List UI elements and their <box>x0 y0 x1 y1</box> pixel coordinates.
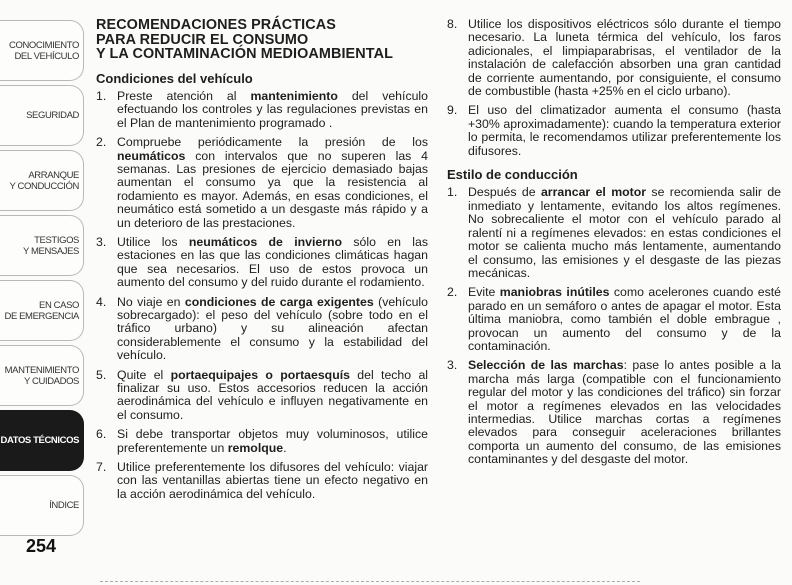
item-number: 6. <box>96 427 107 442</box>
body-text: con intervalos que no superen las 4 semanas. Las presiones de ejercicio demasiado bajas aumentan el consumo ya que la resistencia al rodamiento es mayor. Además, en esas condiciones, el neumático está sometido a un desgaste más rápido y a un deterioro de las prestaciones. <box>117 148 428 230</box>
right-column <box>447 18 781 473</box>
body-text: : pase lo antes posible a la marcha más larga (compatible con el funcionamiento regular del motor y las condiciones del tráfico) sin forzar el motor a regímenes elevados en las velocidades intermedias. Utilice marchas cortas a regímenes elevados para conseguir aceleraciones brillantes comporta un aumento del consumo, de las emisiones contaminantes y del desgaste del motor. <box>468 358 781 467</box>
body-text: Utilice preferentemente los difusores del vehículo: viajar con las ventanillas abiertas tiene un efecto negativo en la acción aerodinámica del vehículo. <box>117 460 428 501</box>
section-heading-vehicle: Condiciones del vehículo <box>96 70 253 86</box>
tab-label: MANTENIMIENTO Y CUIDADOS <box>4 364 79 387</box>
tab-emergencia[interactable] <box>0 280 84 341</box>
item-number: 5. <box>96 367 107 382</box>
list-item <box>96 136 428 230</box>
list-item <box>96 369 428 423</box>
list-item <box>96 236 428 290</box>
body-text: Utilice los <box>117 234 189 249</box>
emphasis-text: arrancar el motor <box>540 185 647 200</box>
driving-tips-list <box>447 186 781 466</box>
tab-label: CONOCIMIENTO DEL VEHÍCULO <box>9 39 79 62</box>
tab-seguridad[interactable] <box>0 85 84 146</box>
body-text: se recomienda salir de inmediato y lentamente, evitando los altos regímenes. No sobrecaliente el motor con el vehículo parado al ralentí ni a regímenes elevados: en estas condiciones el motor se calienta mucho más lentamente, aumentando el consumo, las emisiones y el desgaste de las piezas mecánicas. <box>468 185 782 280</box>
body-text: Preste atención al <box>117 88 251 103</box>
tab-label: SEGURIDAD <box>26 110 79 121</box>
page-number: 254 <box>26 536 57 556</box>
tab-label: TESTIGOS Y MENSAJES <box>22 234 79 257</box>
emphasis-text: maniobras inútiles <box>499 285 610 300</box>
left-column <box>96 18 428 507</box>
item-number: 1. <box>447 185 458 200</box>
emphasis-text: condiciones de carga exigentes <box>184 294 374 309</box>
emphasis-text: neumáticos de invierno <box>188 234 343 249</box>
item-number: 3. <box>447 358 458 373</box>
list-item <box>96 90 428 130</box>
tab-label: EN CASO DE EMERGENCIA <box>4 299 79 322</box>
tab-indice[interactable] <box>0 475 84 536</box>
item-number: 2. <box>447 285 458 300</box>
body-text: El uso del climatizador aumenta el consumo (hasta +30% aproximadamente): cuando la temperatura exterior lo permita, le recomendamos utilizar preferentemente los difusores. <box>468 103 781 158</box>
body-text: del techo al finalizar su uso. Estos accesorios reducen la acción aerodinámica del vehículo e influyen negativamente en el consumo. <box>117 367 429 422</box>
page-edge-line <box>100 581 640 582</box>
list-item <box>96 428 428 455</box>
body-text: sólo en las estaciones en las que las condiciones climáticas hagan que sea necesarios. El uso de estos provoca un aumento del consumo y del ruido durante el rodamiento. <box>117 234 428 290</box>
tab-conocimiento[interactable] <box>0 20 84 81</box>
body-text: Quite el <box>117 367 171 382</box>
emphasis-text: Selección de las marchas <box>468 358 624 373</box>
emphasis-text: remolque <box>227 440 284 455</box>
section-heading-driving: Estilo de conducción <box>447 167 578 183</box>
emphasis-text: neumáticos <box>117 148 186 163</box>
body-text: Evite <box>468 285 500 300</box>
tab-label: ÍNDICE <box>49 500 79 511</box>
tab-datos-tecnicos[interactable] <box>0 410 84 471</box>
body-text: Compruebe periódicamente la presión de los <box>117 135 428 150</box>
emphasis-text: mantenimiento <box>250 88 338 103</box>
body-text: No viaje en <box>117 294 185 309</box>
item-number: 2. <box>96 135 107 150</box>
list-item <box>447 104 781 158</box>
body-text: Si debe transportar objetos muy voluminosos, utilice preferentemente un <box>117 427 428 455</box>
item-number: 4. <box>96 294 107 309</box>
tab-arranque[interactable] <box>0 150 84 211</box>
body-text: como acelerones cuando esté parado en un semáforo o antes de apagar el motor. Esta última maniobra, como también el doble embrague , provocan un aumento del consumo y de la contaminación. <box>468 285 781 353</box>
sidebar-thumb-index <box>0 0 85 585</box>
item-number: 3. <box>96 234 107 249</box>
list-item <box>447 286 781 353</box>
body-text: del vehículo efectuando los controles y las regulaciones previstas en el Plan de mantenimiento programado . <box>117 88 429 130</box>
body-text: (vehículo sobrecargado): el peso del vehículo (sobre todo en el tráfico urbano) y su alineación afectan considerablemente el consumo y la estabilidad del vehículo. <box>117 294 428 363</box>
tab-mantenimiento[interactable] <box>0 345 84 406</box>
list-item <box>447 359 781 466</box>
tab-label: ARRANQUE Y CONDUCCIÓN <box>9 169 79 192</box>
vehicle-tips-list <box>96 90 428 501</box>
list-item <box>96 461 428 501</box>
item-number: 9. <box>447 103 458 118</box>
item-number: 7. <box>96 460 107 475</box>
vehicle-tips-list-continued <box>447 18 781 158</box>
list-item <box>447 18 781 98</box>
body-text: . <box>283 440 287 455</box>
page-title: RECOMENDACIONES PRÁCTICAS PARA REDUCIR EL CONSUMO Y LA CONTAMINACIÓN MEDIOAMBIENTAL <box>96 17 393 62</box>
body-text: Después de <box>468 185 541 200</box>
item-number: 1. <box>96 88 107 103</box>
body-text: Utilice los dispositivos eléctricos sólo durante el tiempo necesario. La luneta térmica del vehículo, los faros adicionales, el limpiaparabrisas, el ventilador de la instalación de calefacción absorben una gran cantidad de corriente aumentando, por consiguiente, el consumo de combustible (hasta +25% en el ciclo urbano). <box>468 17 781 99</box>
tab-label: DATOS TÉCNICOS <box>0 435 79 446</box>
emphasis-text: portaequipajes o portaesquís <box>170 367 350 382</box>
item-number: 8. <box>447 17 458 31</box>
list-item <box>447 186 781 280</box>
list-item <box>96 296 428 363</box>
tab-testigos[interactable] <box>0 215 84 276</box>
